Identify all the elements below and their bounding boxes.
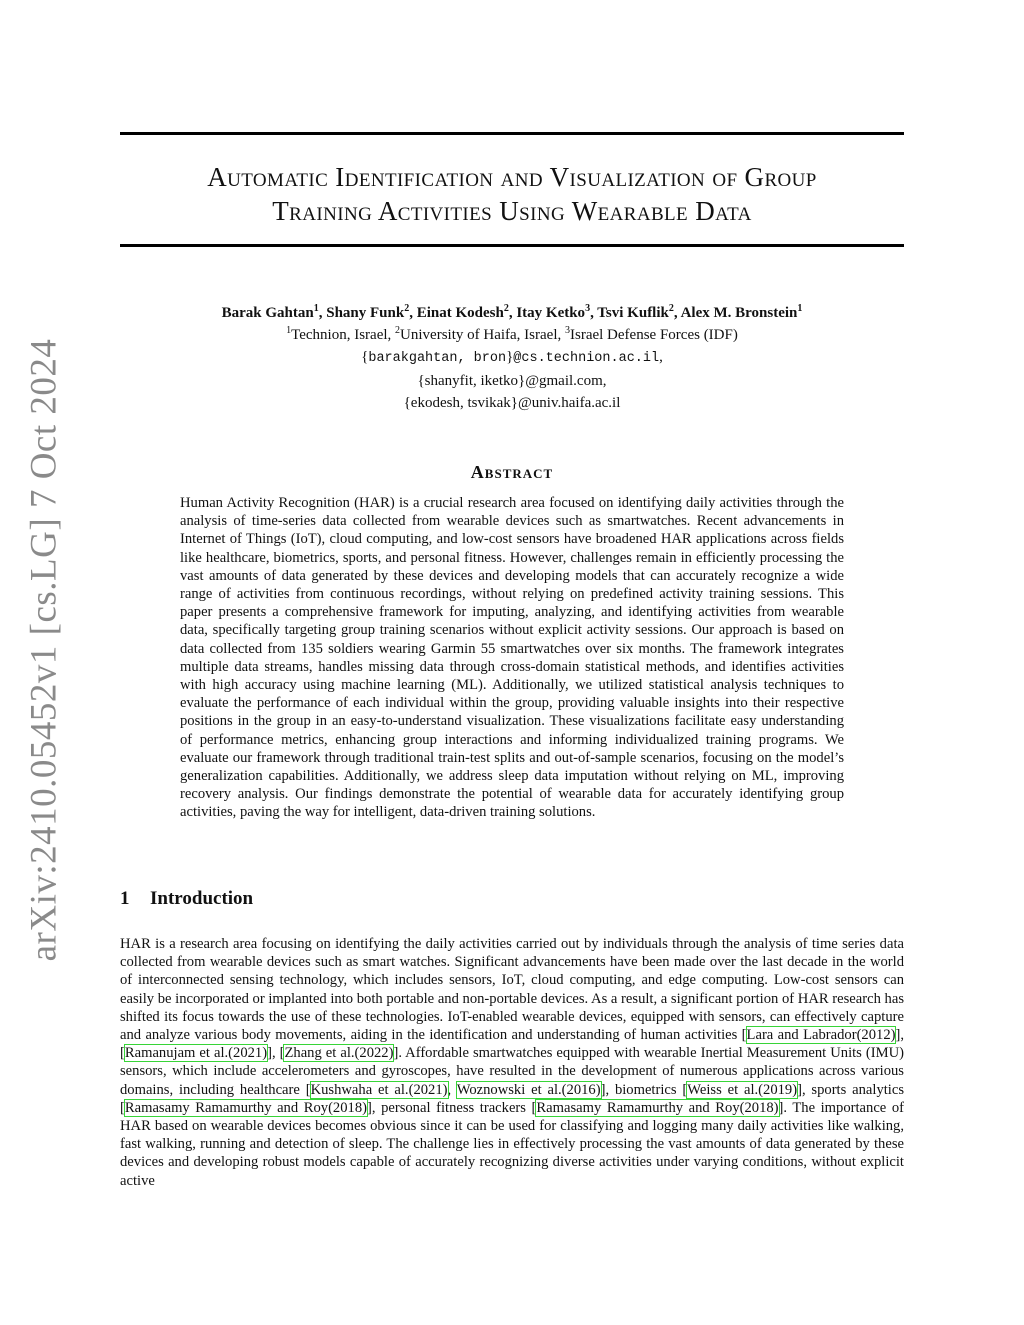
affiliation-mark: 3	[585, 303, 591, 314]
affiliation-mark: 1	[286, 325, 292, 336]
author-name: Barak Gahtan	[221, 305, 314, 321]
citation-link[interactable]: Kushwaha et al.(2021)	[310, 1081, 448, 1098]
introduction-paragraph	[120, 935, 904, 1190]
brace-open: {	[361, 349, 369, 365]
title-rule-bottom	[120, 244, 904, 247]
author-block	[120, 302, 904, 414]
citation-link[interactable]: Ramasamy Ramamurthy and Roy(2018)	[536, 1099, 779, 1116]
affiliation-1: Technion, Israel,	[291, 327, 396, 343]
author-separator: ,	[409, 305, 417, 321]
affiliation-mark: 3	[565, 325, 570, 336]
citation-link[interactable]: Zhang et al.(2022)	[284, 1045, 394, 1062]
affiliation-mark: 2	[395, 325, 401, 336]
affiliation-2: University of Haifa, Israel,	[400, 327, 565, 343]
intro-text: ], [	[267, 1045, 285, 1062]
brace-close: }	[506, 349, 514, 365]
section-number: 1	[120, 888, 130, 909]
intro-text: ]. Affordable smartwatches equipped with wearable Inertial Measurement Units (IMU) sensors, which include accelerometers and gyroscopes, have resulted in the development of numerous applications across various domains, including healthcare [	[120, 1045, 904, 1098]
email-users-mono: barakgahtan, bron	[368, 351, 507, 366]
intro-text: ], [	[120, 1027, 904, 1062]
section-title: Introduction	[150, 888, 254, 909]
arxiv-identifier: arXiv:2410.05452v1 [cs.LG] 7 Oct 2024	[23, 338, 65, 962]
section-heading	[120, 888, 253, 910]
affiliation-3: Israel Defense Forces (IDF)	[570, 327, 738, 343]
paper-title	[120, 160, 904, 228]
author-separator: ,	[673, 305, 681, 321]
title-line-2: Training Activities Using Wearable Data	[272, 196, 752, 226]
affiliation-mark: 2	[503, 303, 509, 314]
affiliation-mark: 1	[797, 303, 803, 314]
intro-text: ], personal fitness trackers [	[366, 1099, 537, 1116]
email-domain: @cs.technion.ac.il	[513, 351, 660, 366]
author-name: Itay Ketko	[516, 305, 586, 321]
abstract-heading: Abstract	[470, 462, 554, 482]
title-line-1: Automatic Identification and Visualization of Group	[207, 162, 817, 192]
author-separator: ,	[508, 305, 517, 321]
citation-link[interactable]: Woznowski et al.(2016)	[456, 1081, 601, 1098]
author-separator: ,	[590, 305, 598, 321]
intro-text: ], sports analytics [	[120, 1081, 905, 1116]
email-separator: ,	[659, 349, 663, 365]
intro-text: ], biometrics [	[600, 1081, 688, 1098]
email-line-2: {shanyfit, iketko}@gmail.com,	[417, 373, 607, 389]
author-name: Alex M. Bronstein	[680, 305, 798, 321]
title-rule-top	[120, 132, 904, 135]
email-line-1	[120, 346, 904, 370]
author-name: Einat Kodesh	[416, 305, 504, 321]
author-separator: ,	[318, 305, 327, 321]
affiliation-mark: 1	[313, 303, 319, 314]
author-name: Tsvi Kuflik	[597, 305, 669, 321]
intro-text: HAR is a research area focusing on identifying the daily activities carried out by individuals through the analysis of time series data collected from wearable devices such as smart watches. Significant advancements have been made over the last decade in the world of interconnected sensing technology, which includes sensors, IoT, cloud computing, and edge computing. Low-cost sensors can easily be incorporated or implanted into both portable and non-portable devices. As a result, a significant portion of HAR research has shifted its focus towards the use of these technologies. IoT-enabled wearable devices, equipped with sensors, can effectively capture and analyze various body movements, aiding in the identification and understanding of human activities [	[120, 936, 904, 1044]
author-names	[120, 302, 904, 324]
affiliations	[120, 324, 904, 346]
intro-text: ,	[447, 1081, 457, 1098]
affiliation-mark: 2	[668, 303, 674, 314]
citation-link[interactable]: Lara and Labrador(2012)	[746, 1027, 896, 1044]
author-name: Shany Funk	[326, 305, 405, 321]
citation-link[interactable]: Ramanujam et al.(2021)	[124, 1045, 268, 1062]
affiliation-mark: 2	[404, 303, 410, 314]
citation-link[interactable]: Weiss et al.(2019)	[687, 1081, 798, 1098]
abstract-text: Human Activity Recognition (HAR) is a crucial research area focused on identifying daily activities through the analysis of time-series data collected from wearable devices such as smartwatches. Recent advancements in Internet of Things (IoT), cloud computing, and low-cost sensors have broadened HAR applications across fields like healthcare, biometrics, sports, and personal fitness. However, challenges remain in efficiently processing the vast amounts of data generated by these devices and developing models that can accurately recognize a wide range of activities from continuous recordings, without relying on predefined activity training sessions. This paper presents a comprehensive framework for imputing, analyzing, and identifying activities from wearable data, specifically targeting group training scenarios without explicit activity sessions. Our approach is based on data collected from 135 soldiers wearing Garmin 55 smartwatches over six months. The framework integrates multiple data streams, handles missing data through cross-domain statistical methods, and identifies activities with high accuracy using machine learning (ML). Additionally, we utilized statistical analysis techniques to evaluate the performance of each individual within the group, providing valuable insights into their respective positions in the group in an easy-to-understand visualization. These visualizations facilitate easy understanding of performance metrics, enhancing group interactions and informing individualized training programs. We evaluate our framework through traditional train-test splits and out-of-sample scenarios, focusing on the model’s generalization capabilities. Additionally, we address sleep data imputation without relying on ML, improving recovery analysis. Our findings demonstrate the potential of wearable data for accurately identifying group activities, paving the way for intelligent, data-driven training solutions.	[180, 495, 844, 821]
intro-text: ]. The importance of HAR based on wearable devices becomes obvious since it can be used for classifying and logging many daily activities like walking, fast walking, running and detection of sleep. The challenge lies in effectively processing the vast amounts of data generated by these devices and developing robust models capable of accurately recognizing diverse activities under varying conditions, without explicit active	[120, 1099, 905, 1189]
citation-link[interactable]: Ramasamy Ramamurthy and Roy(2018)	[124, 1099, 367, 1116]
email-line-3: {ekodesh, tsvikak}@univ.haifa.ac.il	[403, 395, 621, 411]
